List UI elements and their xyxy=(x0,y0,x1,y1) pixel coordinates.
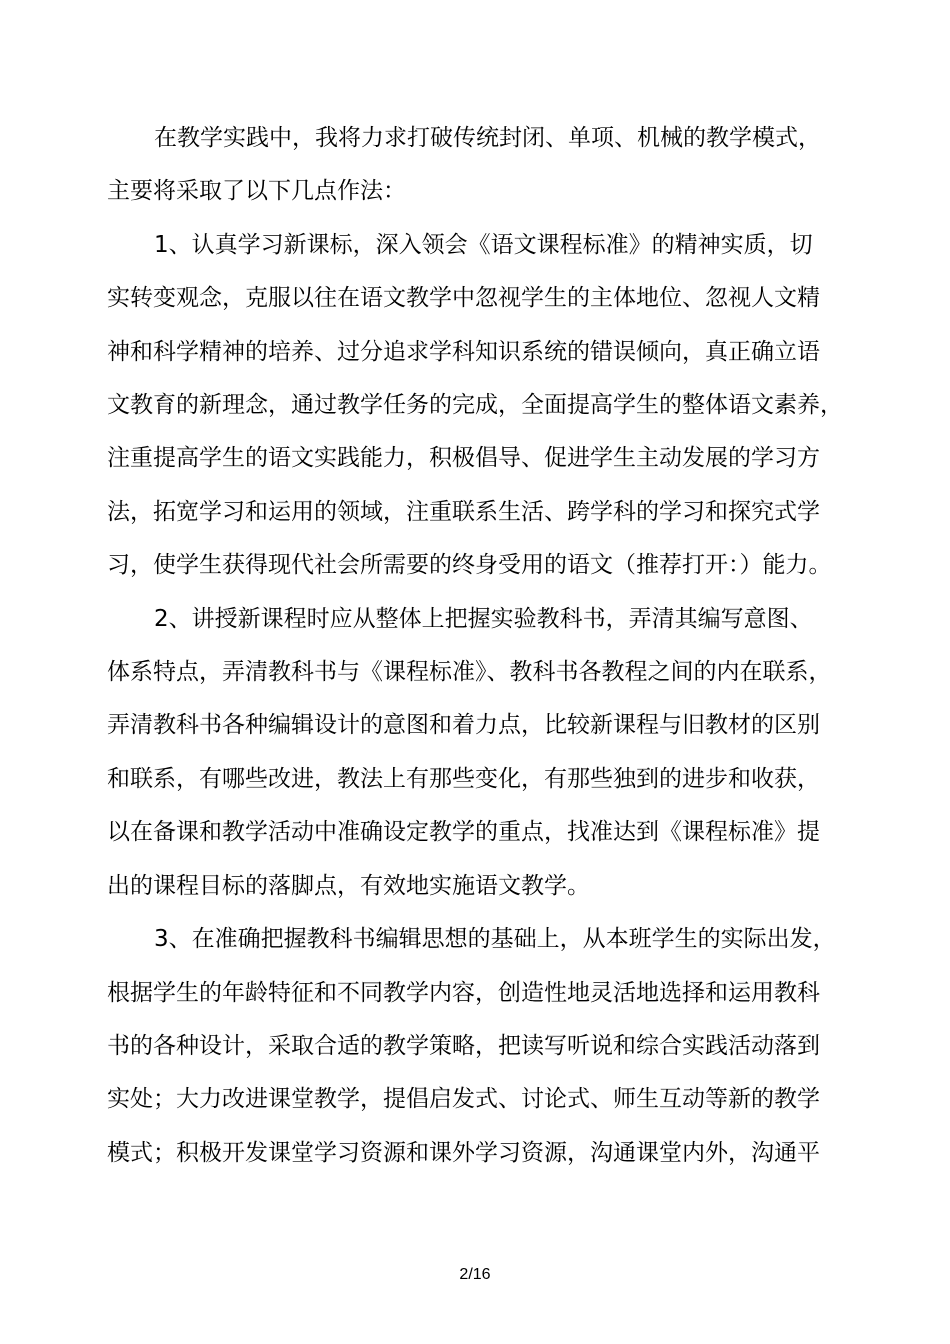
text-line: 在教学实践中，我将力求打破传统封闭、单项、机械的教学模式， xyxy=(154,125,821,151)
document-body xyxy=(107,112,867,1180)
page-number: 2/16 xyxy=(459,1266,491,1283)
text-line: 以在备课和教学活动中准确设定教学的重点，找准达到《课程标准》提 xyxy=(107,819,820,846)
text-line: 实转变观念，克服以往在语文教学中忽视学生的主体地位、忽视人文精 xyxy=(107,285,820,312)
text-line: 3、在准确把握教科书编辑思想的基础上，从本班学生的实际出发， xyxy=(154,926,836,953)
text-line: 出的课程目标的落脚点，有效地实施语文教学。 xyxy=(107,872,590,899)
text-line: 弄清教科书各种编辑设计的意图和着力点，比较新课程与旧教材的区别 xyxy=(107,712,820,739)
text-line: 模式；积极开发课堂学习资源和课外学习资源，沟通课堂内外，沟通平 xyxy=(107,1139,820,1166)
text-line: 2、讲授新课程时应从整体上把握实验教科书，弄清其编写意图、 xyxy=(154,605,813,632)
text-line: 习，使学生获得现代社会所需要的终身受用的语文（推荐打开：）能力。 xyxy=(107,552,832,579)
text-line: 主要将采取了以下几点作法： xyxy=(107,178,406,205)
paragraph-point-1 xyxy=(107,219,867,593)
text-line: 注重提高学生的语文实践能力，积极倡导、促进学生主动发展的学习方 xyxy=(107,445,820,472)
text-line: 根据学生的年龄特征和不同教学内容，创造性地灵活地选择和运用教科 xyxy=(107,979,820,1006)
text-line: 1、认真学习新课标，深入领会《语文课程标准》的精神实质，切 xyxy=(154,231,813,258)
text-line: 体系特点，弄清教科书与《课程标准》、教科书各教程之间的内在联系， xyxy=(107,659,832,686)
paragraph-intro xyxy=(107,112,867,219)
text-line: 和联系，有哪些改进，教法上有那些变化，有那些独到的进步和收获， xyxy=(107,765,820,792)
text-line: 法，拓宽学习和运用的领域，注重联系生活、跨学科的学习和探究式学 xyxy=(107,498,820,525)
text-line: 书的各种设计，采取合适的教学策略，把读写听说和综合实践活动落到 xyxy=(107,1032,820,1059)
text-line: 实处；大力改进课堂教学，提倡启发式、讨论式、师生互动等新的教学 xyxy=(107,1086,820,1113)
text-line: 神和科学精神的培养、过分追求学科知识系统的错误倾向，真正确立语 xyxy=(107,338,820,365)
paragraph-point-3 xyxy=(107,913,867,1180)
paragraph-point-2 xyxy=(107,593,867,913)
text-line: 文教育的新理念，通过教学任务的完成，全面提高学生的整体语文素养， xyxy=(107,392,843,419)
